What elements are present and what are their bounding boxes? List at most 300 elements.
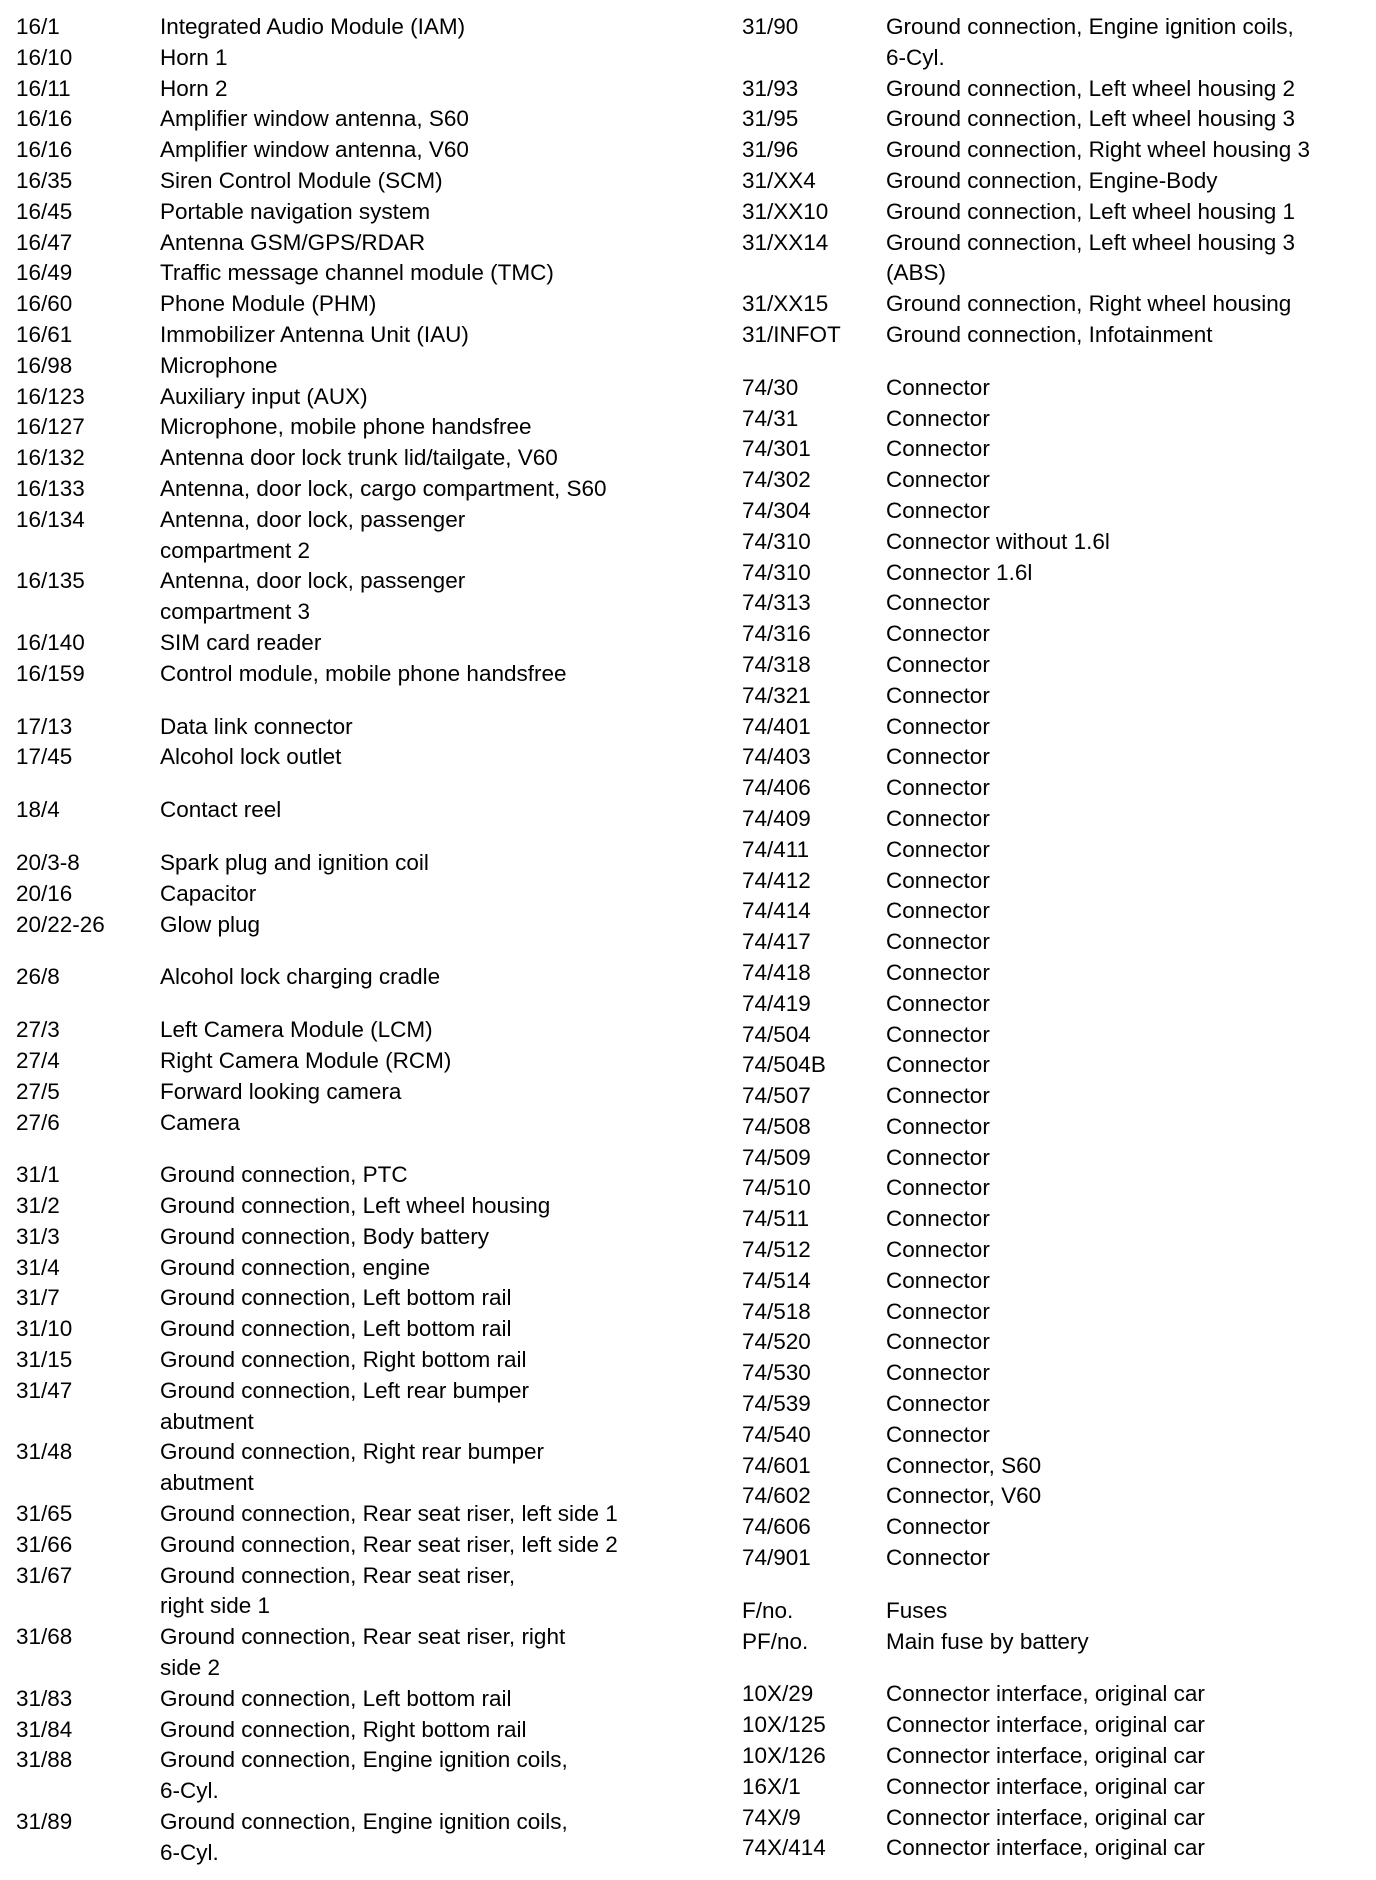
legend-row <box>742 681 1372 712</box>
component-description: Connector <box>886 1175 990 1201</box>
legend-row <box>16 197 706 228</box>
component-description: Antenna, door lock, passenger compartment 3 <box>160 568 466 625</box>
legend-row <box>742 289 1372 320</box>
component-code: 74/411 <box>742 836 810 862</box>
group-spacer <box>16 826 706 848</box>
component-description: Connector <box>886 959 990 985</box>
legend-row <box>16 505 706 567</box>
legend-row <box>16 962 706 993</box>
component-description: Right Camera Module (RCM) <box>160 1047 452 1073</box>
component-code: 31/48 <box>16 1439 73 1465</box>
legend-row <box>16 1108 706 1139</box>
component-code: 27/5 <box>16 1078 60 1104</box>
component-description: Amplifier window antenna, S60 <box>160 106 469 132</box>
component-code: 27/4 <box>16 1047 60 1073</box>
legend-row <box>742 804 1372 835</box>
component-code: 31/INFOT <box>742 321 841 347</box>
component-code: 74/540 <box>742 1421 811 1447</box>
component-description: Connector <box>886 1545 990 1571</box>
component-code: 16/16 <box>16 137 73 163</box>
component-code: 16/159 <box>16 660 85 686</box>
component-code: 31/2 <box>16 1193 60 1219</box>
legend-row <box>742 1803 1372 1834</box>
component-code: 74/601 <box>742 1452 811 1478</box>
component-description: Connector <box>886 1514 990 1540</box>
legend-row <box>742 1112 1372 1143</box>
legend-row <box>742 135 1372 166</box>
component-code: 31/84 <box>16 1716 73 1742</box>
component-code: 31/89 <box>16 1809 73 1835</box>
legend-row <box>16 1745 706 1807</box>
legend-row <box>16 43 706 74</box>
legend-row <box>16 1283 706 1314</box>
component-code: 74/504B <box>742 1052 826 1078</box>
component-description: Portable navigation system <box>160 198 431 224</box>
legend-row <box>742 166 1372 197</box>
component-code: 31/67 <box>16 1562 73 1588</box>
group-spacer <box>16 690 706 712</box>
legend-row <box>16 742 706 773</box>
component-code: 74/418 <box>742 959 811 985</box>
component-description: Connector <box>886 436 990 462</box>
legend-group <box>16 712 706 774</box>
component-code: 17/45 <box>16 744 73 770</box>
legend-row <box>742 1543 1372 1574</box>
component-description: Ground connection, Left bottom rail <box>160 1316 512 1342</box>
component-description: Connector interface, original car <box>886 1773 1205 1799</box>
component-description: Capacitor <box>160 880 257 906</box>
component-description: Ground connection, Left wheel housing 2 <box>886 75 1296 101</box>
legend-row <box>16 1222 706 1253</box>
legend-row <box>742 1389 1372 1420</box>
component-description: Antenna, door lock, passenger compartment 2 <box>160 506 466 563</box>
legend-row <box>742 588 1372 619</box>
legend-row <box>742 434 1372 465</box>
component-description: Auxiliary input (AUX) <box>160 383 368 409</box>
legend-row <box>742 1327 1372 1358</box>
component-description: Control module, mobile phone handsfree <box>160 660 567 686</box>
legend-row <box>16 1015 706 1046</box>
component-description: Connector <box>886 1113 990 1139</box>
component-code: 16/133 <box>16 475 85 501</box>
legend-row <box>16 1437 706 1499</box>
component-code: 74/301 <box>742 436 811 462</box>
component-description: Integrated Audio Module (IAM) <box>160 14 466 39</box>
legend-row <box>742 989 1372 1020</box>
legend-row <box>16 443 706 474</box>
legend-group <box>16 12 706 690</box>
component-description: Connector <box>886 867 990 893</box>
legend-row <box>16 1314 706 1345</box>
component-description: Microphone <box>160 352 278 378</box>
legend-row <box>16 1622 706 1684</box>
component-code: 16/127 <box>16 414 85 440</box>
legend-group <box>16 962 706 993</box>
legend-row <box>742 1627 1372 1658</box>
legend-row <box>742 1266 1372 1297</box>
component-description: Ground connection, Left rear bumper abutment <box>160 1377 529 1434</box>
component-code: 31/68 <box>16 1624 73 1650</box>
component-code: 16/1 <box>16 14 60 39</box>
legend-row <box>16 628 706 659</box>
legend-row <box>742 958 1372 989</box>
component-code: 31/3 <box>16 1223 60 1249</box>
component-description: Ground connection, Right rear bumper abutment <box>160 1439 544 1496</box>
component-code: 31/1 <box>16 1162 60 1188</box>
component-description: Ground connection, Right wheel housing 3 <box>886 137 1311 163</box>
component-code: 10X/29 <box>742 1681 814 1707</box>
component-code: 74/530 <box>742 1360 811 1386</box>
legend-row <box>742 1235 1372 1266</box>
legend-row <box>742 1297 1372 1328</box>
legend-row <box>16 1376 706 1438</box>
component-code: 31/XX15 <box>742 291 829 317</box>
component-description: Connector <box>886 898 990 924</box>
legend-row <box>742 1143 1372 1174</box>
group-spacer <box>742 351 1372 373</box>
component-code: 74X/414 <box>742 1835 826 1861</box>
legend-row <box>16 1253 706 1284</box>
component-description: Connector <box>886 621 990 647</box>
legend-row <box>16 382 706 413</box>
component-code: 74/316 <box>742 621 811 647</box>
legend-row <box>16 1561 706 1623</box>
component-description: Connector without 1.6l <box>886 528 1110 554</box>
legend-row <box>16 135 706 166</box>
component-code: 10X/125 <box>742 1712 826 1738</box>
component-code: 16/61 <box>16 321 73 347</box>
component-code: 74/310 <box>742 528 811 554</box>
component-code: 74/313 <box>742 590 811 616</box>
legend-row <box>742 496 1372 527</box>
legend-row <box>742 527 1372 558</box>
component-code: 74/304 <box>742 497 811 523</box>
group-spacer <box>742 1574 1372 1596</box>
component-description: Connector <box>886 744 990 770</box>
legend-row <box>742 1710 1372 1741</box>
legend-group <box>16 1015 706 1138</box>
component-code: 74/606 <box>742 1514 811 1540</box>
legend-group <box>16 848 706 940</box>
component-code: 16/45 <box>16 198 73 224</box>
component-description: Horn 2 <box>160 75 228 101</box>
component-description: Ground connection, Rear seat riser, left side 2 <box>160 1531 618 1557</box>
component-description: Siren Control Module (SCM) <box>160 167 443 193</box>
legend-row <box>742 1020 1372 1051</box>
legend-row <box>742 228 1372 290</box>
component-code: 74/539 <box>742 1391 811 1417</box>
legend-row <box>742 558 1372 589</box>
component-description: Connector <box>886 590 990 616</box>
component-description: Ground connection, PTC <box>160 1162 408 1188</box>
legend-row <box>16 1077 706 1108</box>
component-code: 74/406 <box>742 775 811 801</box>
component-description: Glow plug <box>160 911 261 937</box>
component-description: Connector, S60 <box>886 1452 1042 1478</box>
component-code: 16/135 <box>16 568 85 594</box>
component-description: Ground connection, Infotainment <box>886 321 1213 347</box>
group-spacer <box>16 993 706 1015</box>
component-description: Connector <box>886 405 990 431</box>
legend-row <box>742 1833 1372 1864</box>
component-description: Connector <box>886 1360 990 1386</box>
legend-row <box>742 404 1372 435</box>
component-description: Antenna, door lock, cargo compartment, S60 <box>160 475 607 501</box>
component-description: Connector <box>886 805 990 831</box>
component-description: Forward looking camera <box>160 1078 402 1104</box>
legend-row <box>742 1081 1372 1112</box>
component-code: 74/602 <box>742 1483 811 1509</box>
component-description: Connector interface, original car <box>886 1681 1205 1707</box>
component-description: Connector <box>886 467 990 493</box>
component-code: 31/95 <box>742 106 799 132</box>
legend-group <box>742 373 1372 1574</box>
component-code: 31/10 <box>16 1316 73 1342</box>
component-description: Connector <box>886 1206 990 1232</box>
component-description: Ground connection, Engine ignition coils, 6-Cyl. <box>886 14 1294 70</box>
legend-row <box>742 619 1372 650</box>
component-description: Antenna GSM/GPS/RDAR <box>160 229 426 255</box>
component-description: Ground connection, Right wheel housing <box>886 291 1292 317</box>
component-description: Camera <box>160 1109 241 1135</box>
legend-row <box>742 712 1372 743</box>
component-code: 16/134 <box>16 506 85 532</box>
component-description: Connector 1.6l <box>886 559 1033 585</box>
component-code: 16/60 <box>16 291 73 317</box>
component-code: 16/11 <box>16 75 71 101</box>
component-description: Left Camera Module (LCM) <box>160 1017 433 1043</box>
legend-row <box>742 1050 1372 1081</box>
legend-row <box>16 1684 706 1715</box>
component-code: 31/7 <box>16 1285 60 1311</box>
component-description: Connector <box>886 836 990 862</box>
legend-group <box>742 1679 1372 1864</box>
component-description: Connector <box>886 1021 990 1047</box>
component-code: 74/901 <box>742 1545 811 1571</box>
component-description: Connector <box>886 1237 990 1263</box>
component-description: Ground connection, Right bottom rail <box>160 1716 527 1742</box>
component-code: 31/65 <box>16 1501 73 1527</box>
component-description: Alcohol lock outlet <box>160 744 342 770</box>
component-code: 17/13 <box>16 713 73 739</box>
legend-row <box>16 1345 706 1376</box>
component-code: 74/419 <box>742 990 811 1016</box>
component-code: 16/49 <box>16 260 73 286</box>
legend-row <box>742 74 1372 105</box>
component-code: 74/514 <box>742 1267 811 1293</box>
component-code: F/no. <box>742 1597 794 1623</box>
legend-row <box>742 866 1372 897</box>
component-code: 74X/9 <box>742 1804 801 1830</box>
legend-row <box>16 74 706 105</box>
component-code: 74/412 <box>742 867 811 893</box>
component-code: 26/8 <box>16 964 60 990</box>
component-description: Antenna door lock trunk lid/tailgate, V60 <box>160 445 558 471</box>
component-code: 74/518 <box>742 1298 811 1324</box>
legend-row <box>16 1499 706 1530</box>
component-code: 31/15 <box>16 1347 73 1373</box>
group-spacer <box>16 940 706 962</box>
legend-row <box>742 373 1372 404</box>
component-description: Microphone, mobile phone handsfree <box>160 414 532 440</box>
component-code: 31/83 <box>16 1685 73 1711</box>
component-description: Connector <box>886 1267 990 1293</box>
component-description: Main fuse by battery <box>886 1628 1089 1654</box>
component-code: 18/4 <box>16 797 60 823</box>
component-code: 16/140 <box>16 629 85 655</box>
component-description: Connector interface, original car <box>886 1835 1205 1861</box>
left-column <box>16 12 706 1869</box>
legend-row <box>742 1679 1372 1710</box>
legend-row <box>16 795 706 826</box>
component-description: Horn 1 <box>160 44 228 70</box>
group-spacer <box>16 1138 706 1160</box>
legend-row <box>16 289 706 320</box>
component-code: 27/6 <box>16 1109 60 1135</box>
component-description: Connector <box>886 651 990 677</box>
component-description: Ground connection, Engine ignition coils, 6-Cyl. <box>160 1809 568 1865</box>
component-code: 16/16 <box>16 106 73 132</box>
component-code: 16/132 <box>16 445 85 471</box>
legend-row <box>16 351 706 382</box>
component-description: Connector <box>886 1052 990 1078</box>
component-code: 16/47 <box>16 229 73 255</box>
component-description: Connector <box>886 713 990 739</box>
component-description: Connector <box>886 1083 990 1109</box>
legend-row <box>742 773 1372 804</box>
legend-row <box>742 927 1372 958</box>
component-code: 74/510 <box>742 1175 811 1201</box>
component-code: 31/90 <box>742 14 799 39</box>
component-code: 74/403 <box>742 744 811 770</box>
component-description: Traffic message channel module (TMC) <box>160 260 554 286</box>
component-description: Connector <box>886 682 990 708</box>
group-spacer <box>742 1657 1372 1679</box>
component-description: Ground connection, engine <box>160 1254 431 1280</box>
legend-row <box>16 12 706 43</box>
legend-row <box>742 896 1372 927</box>
component-description: Connector <box>886 1144 990 1170</box>
legend-row <box>16 474 706 505</box>
component-code: 16/98 <box>16 352 73 378</box>
component-description: Connector <box>886 929 990 955</box>
legend-row <box>742 1512 1372 1543</box>
component-description: Connector <box>886 1391 990 1417</box>
legend-row <box>16 1191 706 1222</box>
legend-row <box>16 166 706 197</box>
component-description: Ground connection, Engine-Body <box>886 167 1218 193</box>
component-description: Ground connection, Left wheel housing <box>160 1193 551 1219</box>
component-description: Contact reel <box>160 797 282 823</box>
component-code: 74/31 <box>742 405 799 431</box>
component-description: Alcohol lock charging cradle <box>160 964 441 990</box>
component-description: Ground connection, Right bottom rail <box>160 1347 527 1373</box>
legend-row <box>742 1596 1372 1627</box>
component-description: Fuses <box>886 1597 948 1623</box>
component-code: 16/123 <box>16 383 85 409</box>
legend-row <box>742 465 1372 496</box>
component-code: 16X/1 <box>742 1773 801 1799</box>
component-description: Connector interface, original car <box>886 1712 1205 1738</box>
component-code: 20/16 <box>16 880 73 906</box>
legend-row <box>742 742 1372 773</box>
component-description: Data link connector <box>160 713 353 739</box>
legend-row <box>16 1715 706 1746</box>
legend-row <box>16 659 706 690</box>
component-code: 16/35 <box>16 167 73 193</box>
legend-row <box>742 1451 1372 1482</box>
legend-row <box>16 104 706 135</box>
component-code: 31/93 <box>742 75 799 101</box>
component-code: 16/10 <box>16 44 73 70</box>
group-spacer <box>16 773 706 795</box>
legend-row <box>742 1772 1372 1803</box>
component-code: 31/XX14 <box>742 229 829 255</box>
component-code: 74/318 <box>742 651 811 677</box>
component-description: Ground connection, Rear seat riser, left side 1 <box>160 1501 618 1527</box>
component-code: 20/3-8 <box>16 849 80 875</box>
legend-row <box>16 258 706 289</box>
component-description: Amplifier window antenna, V60 <box>160 137 469 163</box>
component-description: Connector <box>886 1298 990 1324</box>
legend-group <box>742 1596 1372 1658</box>
legend-row <box>16 712 706 743</box>
component-code: 20/22-26 <box>16 911 105 937</box>
component-description: Phone Module (PHM) <box>160 291 377 317</box>
component-code: 74/509 <box>742 1144 811 1170</box>
legend-row <box>742 1481 1372 1512</box>
legend-row <box>742 1204 1372 1235</box>
component-code: 74/409 <box>742 805 811 831</box>
component-description: Connector <box>886 374 990 400</box>
component-code: 74/508 <box>742 1113 811 1139</box>
component-code: 74/310 <box>742 559 811 585</box>
legend-row <box>742 835 1372 866</box>
component-code: 74/520 <box>742 1329 811 1355</box>
legend-row <box>16 910 706 941</box>
component-code: 74/504 <box>742 1021 811 1047</box>
legend-row <box>16 566 706 628</box>
component-description: SIM card reader <box>160 629 322 655</box>
component-code: 27/3 <box>16 1017 60 1043</box>
right-column <box>742 12 1372 1864</box>
component-description: Connector interface, original car <box>886 1804 1205 1830</box>
component-description: Ground connection, Left wheel housing 3 <box>886 106 1296 132</box>
component-code: 31/88 <box>16 1747 73 1773</box>
component-code: 74/417 <box>742 929 811 955</box>
legend-row <box>16 1160 706 1191</box>
legend-row <box>742 650 1372 681</box>
component-code: 74/512 <box>742 1237 811 1263</box>
component-code: 74/511 <box>742 1206 810 1232</box>
legend-row <box>742 104 1372 135</box>
legend-row <box>16 228 706 259</box>
component-description: Ground connection, Left wheel housing 3 (ABS) <box>886 229 1296 286</box>
component-description: Connector <box>886 775 990 801</box>
component-description: Ground connection, Engine ignition coils, 6-Cyl. <box>160 1747 568 1804</box>
component-code: 31/66 <box>16 1531 73 1557</box>
component-code: PF/no. <box>742 1628 809 1654</box>
legend-row <box>742 1741 1372 1772</box>
component-code: 74/30 <box>742 374 799 400</box>
legend-group <box>16 1160 706 1868</box>
legend-row <box>16 1530 706 1561</box>
legend-row <box>742 1420 1372 1451</box>
legend-group <box>742 12 1372 351</box>
component-description: Connector <box>886 1421 990 1447</box>
component-description: Immobilizer Antenna Unit (IAU) <box>160 321 469 347</box>
legend-row <box>16 879 706 910</box>
